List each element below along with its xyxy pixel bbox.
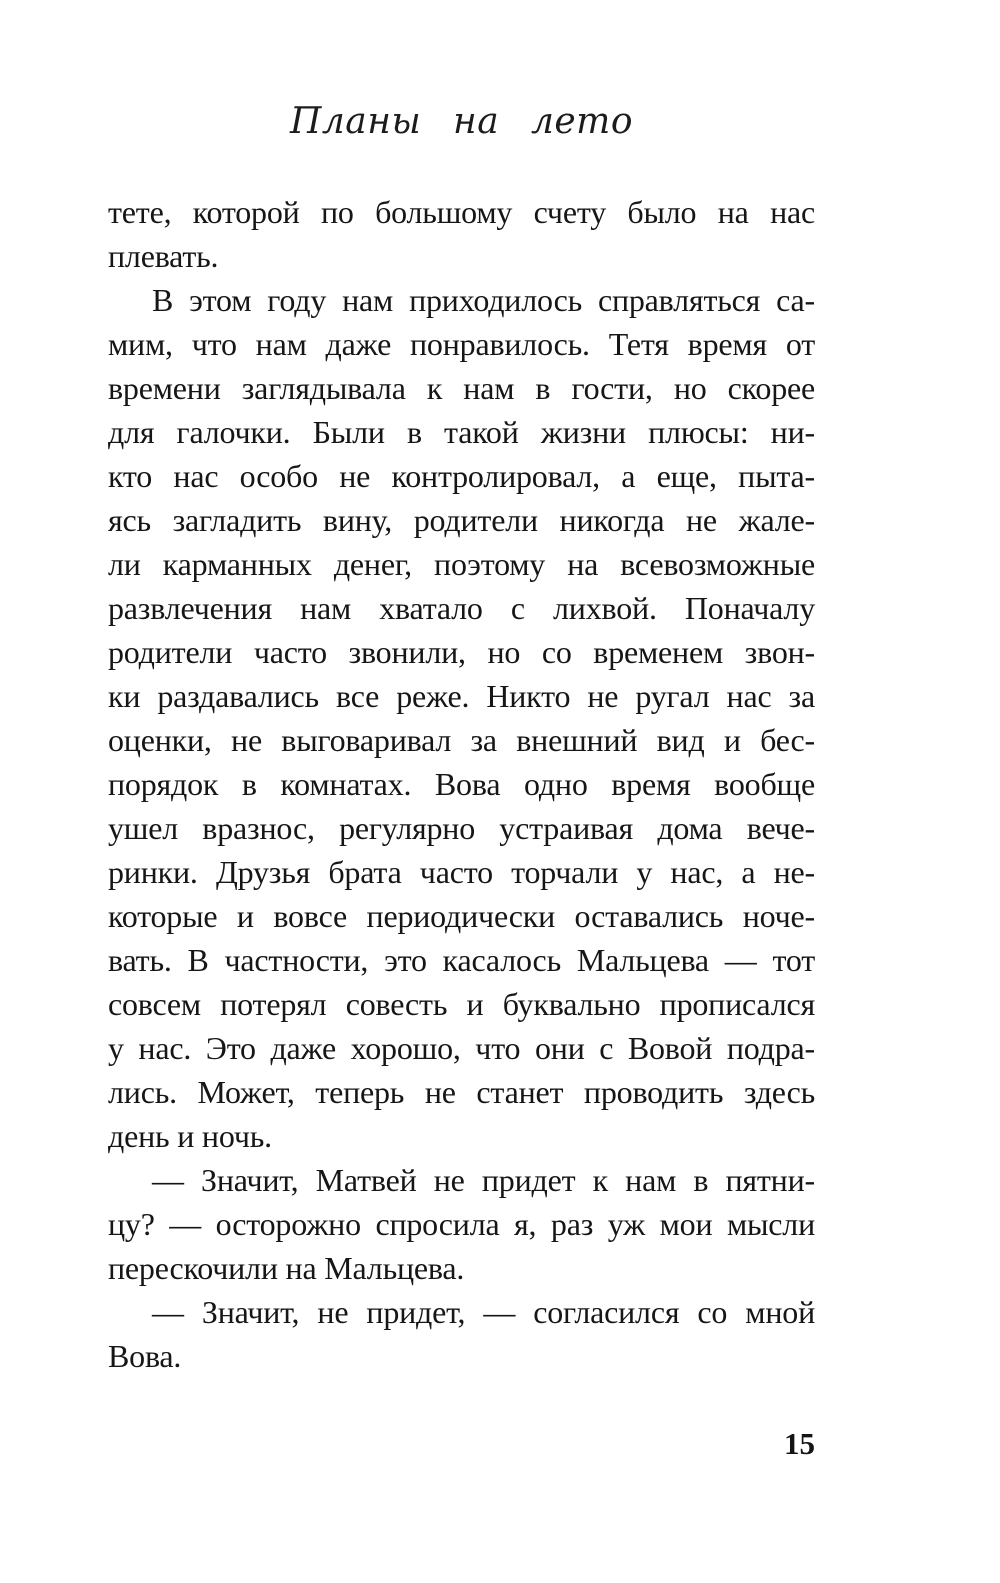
text-line: плевать. — [108, 238, 219, 274]
page-number: 15 — [784, 1426, 815, 1461]
body-text — [108, 190, 815, 1378]
text-line: порядок в комнатах. Вова одно время вообще — [108, 766, 815, 802]
text-line: цу? — осторожно спросила я, раз уж мои мысли — [108, 1206, 815, 1242]
text-line: ринки. Друзья брата часто торчали у нас, а не- — [108, 854, 815, 890]
text-line: у нас. Это даже хорошо, что они с Вовой подра- — [108, 1030, 815, 1066]
text-line: перескочили на Мальцева. — [108, 1250, 465, 1286]
text-line: ли карманных денег, поэтому на всевозможные — [108, 546, 815, 582]
text-line: — Значит, не придет, — согласился со мной — [152, 1294, 815, 1330]
text-line: развлечения нам хватало с лихвой. Поначалу — [108, 590, 815, 626]
text-line: времени заглядывала к нам в гости, но скорее — [108, 370, 815, 406]
text-line: день и ночь. — [108, 1118, 272, 1154]
text-line: лись. Может, теперь не станет проводить здесь — [108, 1074, 815, 1110]
text-line: вать. В частности, это касалось Мальцева — тот — [108, 942, 815, 978]
text-line: тете, которой по большому счету было на нас — [108, 194, 815, 230]
text-line: оценки, не выговаривал за внешний вид и бес- — [108, 722, 815, 758]
chapter-header: Планы на лето — [289, 101, 633, 142]
text-line: которые и вовсе периодически оставались ноче- — [108, 898, 815, 934]
text-line: кто нас особо не контролировал, а еще, пыта- — [108, 458, 815, 494]
text-line: В этом году нам приходилось справляться са- — [152, 282, 815, 318]
text-line: для галочки. Были в такой жизни плюсы: ни- — [108, 414, 815, 450]
text-line: ки раздавались все реже. Никто не ругал нас за — [108, 678, 815, 714]
text-line: ясь загладить вину, родители никогда не жале- — [108, 502, 815, 538]
text-line: ушел вразнос, регулярно устраивая дома вече- — [108, 810, 815, 846]
text-line: совсем потерял совесть и буквально прописался — [108, 986, 815, 1022]
text-line: — Значит, Матвей не придет к нам в пятни- — [152, 1162, 815, 1198]
text-line: родители часто звонили, но со временем звон- — [108, 634, 815, 670]
text-line: мим, что нам даже понравилось. Тетя время от — [108, 326, 815, 362]
text-line: Вова. — [108, 1338, 182, 1374]
